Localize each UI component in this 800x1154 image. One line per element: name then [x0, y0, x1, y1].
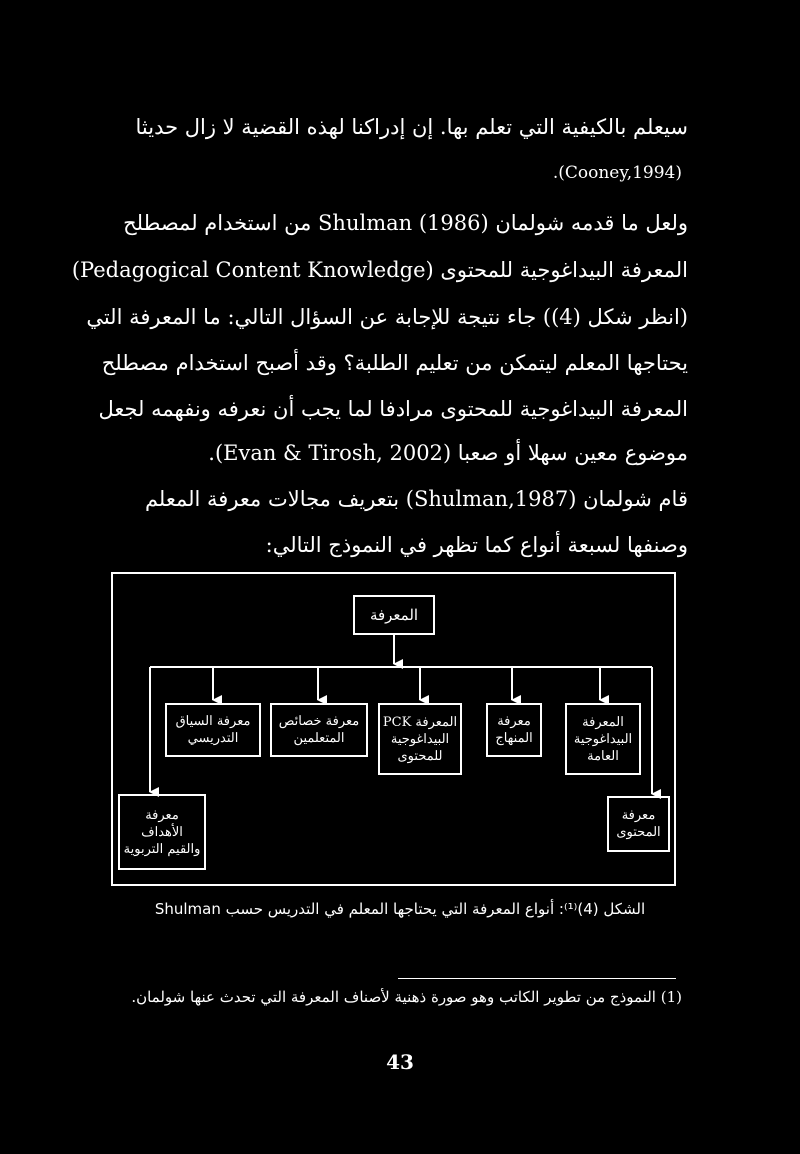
page-number: 43 — [386, 1050, 414, 1074]
text-line: (انظر شكل (4)) جاء نتيجة للإجابة عن السؤال التالي: ما المعرفة التي — [86, 305, 688, 329]
text-line: المعرفة البيداغوجية للمحتوى مرادفا لما يجب أن نعرفه ونفهمه لجعل — [98, 397, 688, 421]
footnote-divider — [398, 978, 676, 979]
knowledge-root-box: المعرفة — [353, 595, 435, 635]
context-knowledge-box: معرفة السياق التدريسي — [165, 703, 261, 757]
text-line: قام شولمان (Shulman,1987) بتعريف مجالات معرفة المعلم — [144, 487, 688, 511]
text-line: سيعلم بالكيفية التي تعلم بها. إن إدراكنا لهذه القضية لا زال حديثا — [135, 115, 688, 139]
goals-values-box: معرفة الأهداف والقيم التربوية — [118, 794, 206, 870]
learners-knowledge-box: معرفة خصائص المتعلمين — [270, 703, 368, 757]
text-line: وصنفها لسبعة أنواع كما تظهر في النموذج التالي: — [265, 533, 688, 557]
text-line: يحتاجها المعلم ليتمكن من تعليم الطلبة؟ وقد أصبح استخدام مصطلح — [101, 351, 688, 375]
text-line: .(Cooney,1994) — [552, 163, 682, 183]
general-pedagogy-box: المعرفة البيداغوجية العامة — [565, 703, 641, 775]
curriculum-knowledge-box: معرفة المنهاج — [486, 703, 542, 757]
content-knowledge-box: معرفة المحتوى — [607, 796, 670, 852]
figure-caption: الشكل (4)⁽¹⁾: أنواع المعرفة التي يحتاجها المعلم في التدريس حسب Shulman — [154, 900, 646, 918]
text-line: ولعل ما قدمه شولمان (1986) Shulman من استخدام لمصطلح — [123, 211, 688, 235]
footnote: (1) النموذج من تطوير الكاتب وهو صورة ذهنية لأصناف المعرفة التي تحدث عنها شولمان. — [131, 988, 682, 1006]
text-line: المعرفة البيداغوجية للمحتوى (Pedagogical Content Knowledge) — [71, 258, 688, 282]
pck-box: المعرفة PCK البيداغوجية للمحتوى — [378, 703, 462, 775]
text-line: موضوع معين سهلا أو صعبا (Evan & Tirosh, 2002). — [208, 441, 688, 465]
